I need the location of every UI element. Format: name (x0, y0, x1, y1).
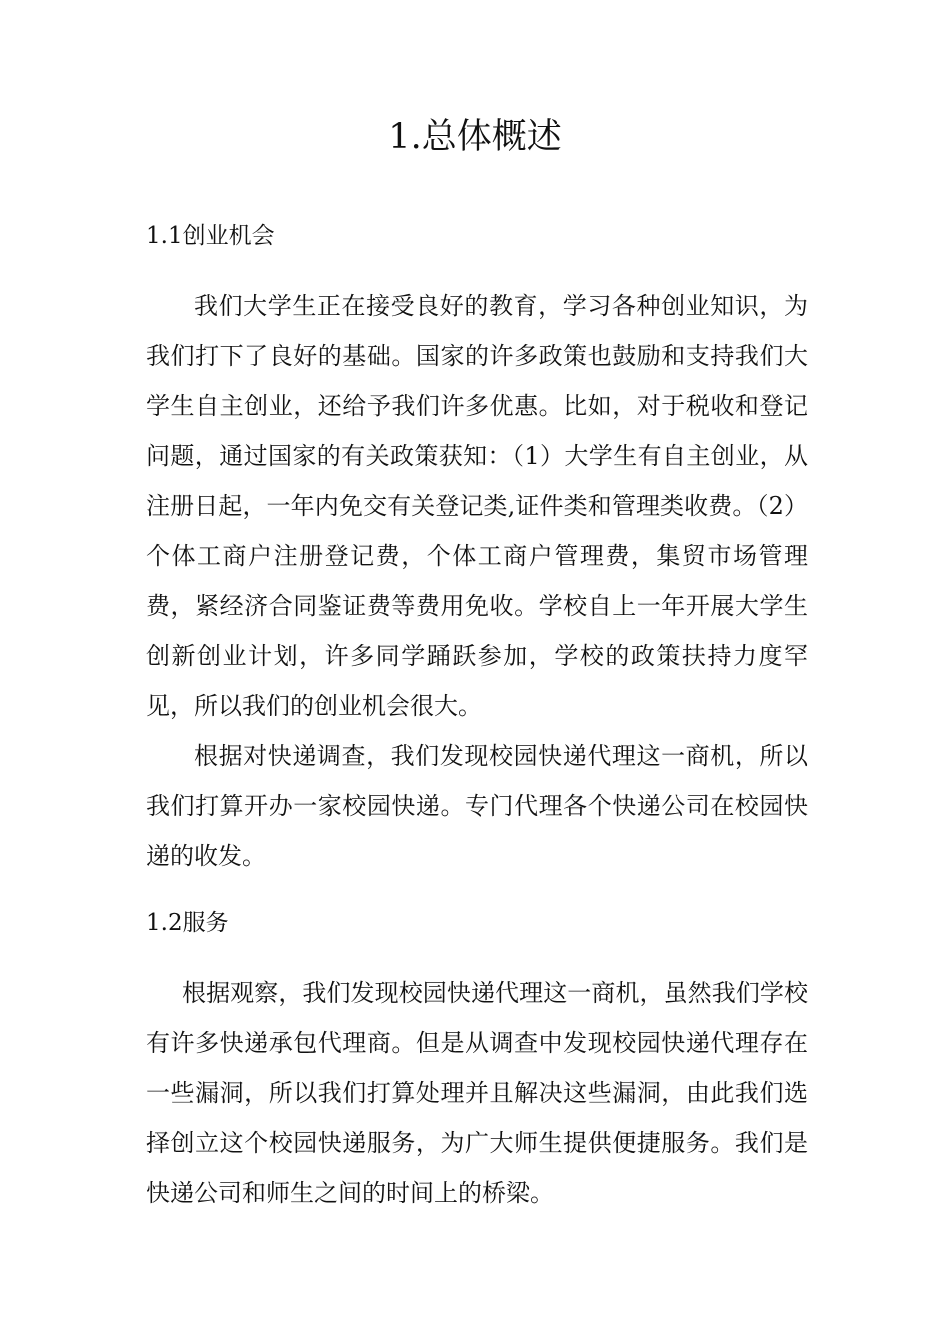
paragraph-express-research: 根据对快递调查，我们发现校园快递代理这一商机，所以我们打算开办一家校园快递。专门代理各个快递公司在校园快递的收发。 (146, 742, 808, 870)
section-heading-service: 1.2服务 (146, 910, 229, 936)
paragraph-service: 根据观察，我们发现校园快递代理这一商机，虽然我们学校有许多快递承包代理商。但是从调查中发现校园快递代理存在一些漏洞，所以我们打算处理并且解决这些漏洞，由此我们选择创立这个校园快递服务，为广大师生提供便捷服务。我们是快递公司和师生之间的时间上的桥梁。 (146, 979, 808, 1207)
paragraph-startup-opportunity: 我们大学生正在接受良好的教育，学习各种创业知识，为我们打下了良好的基础。国家的许多政策也鼓励和支持我们大学生自主创业，还给予我们许多优惠。比如，对于税收和登记问题，通过国家的有关政策获知：（1）大学生有自主创业，从注册日起，一年内免交有关登记类,证件类和管理类收费。（2）个体工商户注册登记费，个体工商户管理费，集贸市场管理费，紧经济合同鉴证费等费用免收。学校自上一年开展大学生创新创业计划，许多同学踊跃参加，学校的政策扶持力度罕见，所以我们的创业机会很大。 (146, 292, 808, 720)
page-title: 1.总体概述 (388, 117, 562, 157)
section-heading-startup-opportunity: 1.1创业机会 (146, 223, 275, 249)
